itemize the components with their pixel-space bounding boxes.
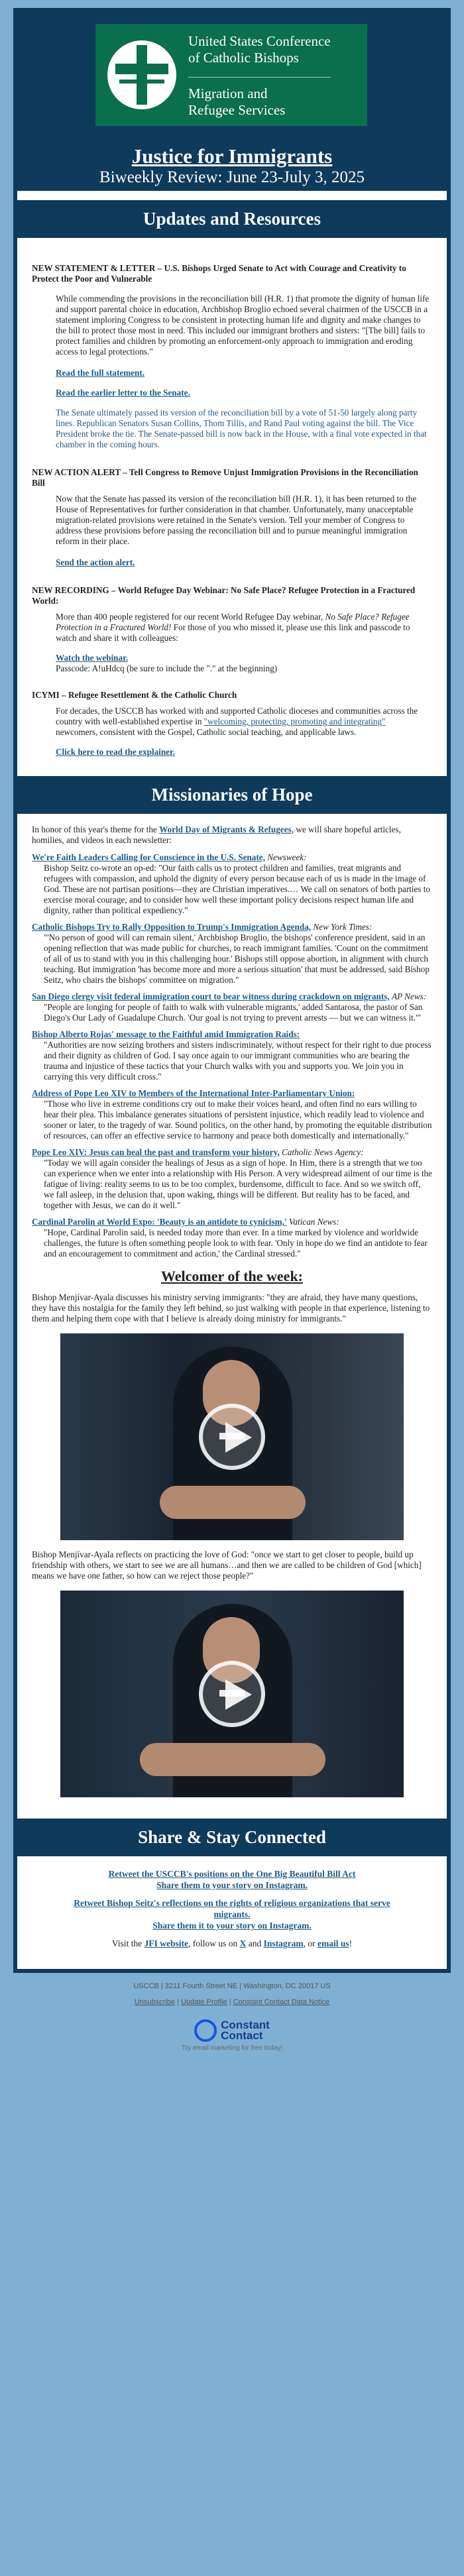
story-link[interactable]: Pope Leo XIV: Jesus can heal the past and transform your history, (32, 1147, 280, 1157)
instagram-share-link-1[interactable]: Share them to your story on Instagram. (156, 1880, 308, 1890)
page (13, 0, 451, 2052)
story-item: Catholic Bishops Try to Rally Opposition to Trump's Immigration Agenda, New York Times: "'No person of good will can remain silent,' Archbishop Broglio, the bishops' conference president, said in an opening reflection that was made public for churches, to reach immigrant families. 'Count on the commitment of all of us to stand with you in this challenging hour.' Bishops still oppose abortion, in alignment with church teaching. But immigration 'has become more and more a serious situation' that must be addressed, said Bishop Seitz, who chairs the bishops' committee on migration." (32, 922, 430, 985)
retweet-seitz-link[interactable]: Retweet Bishop Seitz's reflections on the rights of religious organizations that serve migrants. (74, 1898, 390, 1919)
item2-title: NEW ACTION ALERT – Tell Congress to Remove Unjust Immigration Provisions in the Reconciliation Bill (32, 467, 418, 488)
story-link[interactable]: Bishop Alberto Rojas' message to the Faithful amid Immigration Raids: (32, 1029, 300, 1039)
story-link[interactable]: Catholic Bishops Try to Rally Opposition to Trump's Immigration Agenda, (32, 922, 312, 932)
org-line-2: of Catholic Bishops (188, 50, 299, 66)
email-link[interactable]: email us (317, 1938, 349, 1948)
item1-link-statement[interactable]: Read the full statement. (56, 368, 145, 378)
item1-body: While commending the provisions in the reconciliation bill (H.R. 1) that promote the dignity of human life and support parental choice in education, Archbishop Broglio echoed several chairmen of the USCCB in a statement imploring Congress to be consistent in protecting human life and dignity and make changes to the bill to protect those most in need. This included our immigrant brothers and sisters: "[The bill] fails to protect families and children by promoting an enforcement-only approach to immigration and eroding access to legal protections." (56, 294, 430, 357)
story-item: Pope Leo XIV: Jesus can heal the past and transform your history, Catholic News Agency: "Today we will again consider the healings of Jesus as a sign of hope. In Him, there is a strength that we too can experience when we enter into a relationship with His Person. A very widespread ailment of our time is the fatigue of living: reality seems to us to be too complex, burdensome, difficult to face. And so we switch off, we fall asleep, in the delusion that, upon waking, things will be different. But reality has to be faced, and together with Jesus, we can do it well." (32, 1147, 432, 1210)
story-item: We're Faith Leaders Calling for Conscience in the U.S. Senate, Newsweek: Bishop Seitz co-wrote an op-ed: "Our faith calls us to protect children and families, treat migrants and refugees with compassion, and uphold the dignity of every person because each of us is made in the image of God. These are not partisan positions—they are Christian imperatives.… We call on senators of both parties to exercise moral courage, and to consider how well these important policy decisions respect human life and dignity, rather than political expediency." (32, 852, 430, 915)
play-icon[interactable] (199, 1661, 265, 1727)
item1-body2: The Senate ultimately passed its version of the reconciliation bill by a vote of 51-50 largely along party lines. Republican Senators Susan Collins, Thom Tillis, and Rand Paul voting against the bill. The Vice President broke the tie. The Senate-passed bill is now back in the House, with a final vote expected in that chamber in the coming hours. (56, 408, 427, 449)
video-thumbnail-1[interactable] (60, 1333, 404, 1540)
usccb-logo (95, 24, 367, 126)
instagram-link[interactable]: Instagram (263, 1938, 304, 1948)
title-band (17, 139, 447, 191)
footer-address: USCCB | 3211 Fourth Street NE | Washington, DC 20017 US (133, 1982, 331, 1990)
story-item: Bishop Alberto Rojas' message to the Faithful amid Immigration Raids: "Authorities are now seizing brothers and sisters indiscriminately, without respect for their right to due process and their dignity as children of God. I say once again to our immigrant communities who are bearing the trauma and injustice of these tactics that your Church walks with you and supports you. We join you in carrying this very difficult cross." (32, 1029, 432, 1082)
newsletter-card (13, 8, 451, 1973)
welcomer-para-1: Bishop Menjívar-Ayala discusses his ministry serving immigrants: "they are afraid, they have many questions, they have this nostalgia for the family they left behind, so just walking with people in that experience, listening to them and helping them cope with that I believe is already doing ministry for immigrants." (32, 1292, 430, 1323)
story-link[interactable]: Address of Pope Leo XIV to Members of the International Inter-Parliamentary Union: (32, 1088, 355, 1098)
story-link[interactable]: Cardinal Parolin at World Expo: 'Beauty is an antidote to cynicism,' (32, 1217, 287, 1227)
welcomer-para-2: Bishop Menjívar-Ayala reflects on practicing the love of God: "once we start to get closer to people, build up friendship with others, we start to see we are all humans…and then we are called to be children of God [which] means we have one father, so how can we reject those people?" (32, 1549, 422, 1581)
constant-contact-icon (194, 2019, 217, 2042)
data-notice-link[interactable]: Constant Contact Data Notice (233, 1998, 330, 2006)
item2-body: Now that the Senate has passed its version of the reconciliation bill (H.R. 1), it has been returned to the House of Representatives for further consideration in that chamber. Unfortunately, many unacceptable migration-related provisions were retained in the Senate's version. Tell your member of Congress to address these provisions before passing the reconciliation bill and to pursue meaningful immigration reform in their place. (56, 494, 417, 546)
item1-link-letter[interactable]: Read the earlier letter to the Senate. (56, 388, 190, 398)
item3-title: NEW RECORDING – World Refugee Day Webinar: No Safe Place? Refugee Protection in a Fractured World: (32, 585, 416, 606)
item3-body: More than 400 people registered for our recent World Refugee Day webinar, No Safe Place? Refugee Protection in a Fractured World! For those of you who missed it, please use this link and passcode to watch and share it with colleagues: (56, 612, 410, 643)
cc-tagline[interactable]: Try email marketing for free today! (182, 2044, 282, 2052)
newsletter-title: Justice for Immigrants (131, 144, 333, 168)
footer-links: Unsubscribe | Update Profile | Constant Contact Data Notice (134, 1998, 330, 2006)
x-link[interactable]: X (239, 1938, 247, 1948)
updates-section (17, 238, 447, 776)
item2-link-action[interactable]: Send the action alert. (56, 557, 135, 567)
story-link[interactable]: We're Faith Leaders Calling for Conscience in the U.S. Senate, (32, 852, 265, 862)
org-line-1: United States Conference (188, 33, 331, 49)
visit-line: Visit the JFI website, follow us on X and Instagram, or email us! (111, 1938, 353, 1948)
dept-line-1: Migration and (188, 77, 331, 102)
story-item: San Diego clergy visit federal immigration court to bear witness during crackdown on migrants, AP News: "People are longing for people of faith to walk with vulnerable migrants,' added Santarosa, the pastor of San Diego's Our Lady of Guadalupe Church. 'Our goal is not trying to prevent arrests — but we can witness it.'" (32, 991, 427, 1023)
story-link[interactable]: San Diego clergy visit federal immigration court to bear witness during crackdown on migrants, (32, 991, 390, 1001)
wdmr-link[interactable]: World Day of Migrants & Refugees (159, 824, 292, 834)
share-section (17, 1856, 447, 1969)
item3-passcode: Passcode: A!uHdcq (be sure to include the "." at the beginning) (56, 663, 278, 673)
story-item: Address of Pope Leo XIV to Members of the International Inter-Parliamentary Union: "Those who live in extreme conditions cry out to make their voices heard, and often find no ears willing to hear their plea. This imbalance generates situations of persistent injustice, which readily lead to violence and sooner or later, to the tragedy of war. Sound politics, on the other hand, by promoting the equitable distribution of resources, can offer an effective service to harmony and peace both domestically and internationally." (32, 1088, 432, 1141)
retweet-obbba-link[interactable]: Retweet the USCCB's positions on the One Big Beautiful Bill Act (108, 1869, 356, 1879)
newsletter-subtitle: Biweekly Review: June 23-July 3, 2025 (99, 168, 365, 186)
item4-inline-link[interactable]: "welcoming, protecting, promoting and integrating" (203, 716, 386, 726)
updates-heading: Updates and Resources (17, 200, 447, 238)
video-thumbnail-2[interactable] (60, 1591, 404, 1797)
play-icon[interactable] (199, 1404, 265, 1470)
missionaries-heading: Missionaries of Hope (17, 776, 447, 814)
item4-title: ICYMI – Refugee Resettlement & the Catholic Church (32, 690, 237, 700)
story-item: Cardinal Parolin at World Expo: 'Beauty is an antidote to cynicism,' Vatican News: "Hope, Cardinal Parolin said, is needed today more than ever. In a time marked by violence and worldwide challenges, the future is often something people look to with fear. 'Only in hope do we find an antidote to fear and an encouragement to commitment and action,' the Cardinal stressed." (32, 1217, 428, 1259)
logo-band (17, 12, 447, 139)
update-profile-link[interactable]: Update Profile (180, 1998, 227, 2006)
item4-body: For decades, the USCCB has worked with and supported Catholic dioceses and communities across the country with well-established expertise in "welcoming, protecting, promoting and integrating" newcomers, consistent with the Gospel, Catholic social teaching, and applicable laws. (56, 706, 418, 737)
unsubscribe-link[interactable]: Unsubscribe (134, 1998, 175, 2006)
jfi-website-link[interactable]: JFI website (144, 1938, 188, 1948)
constant-contact-logo[interactable]: Constant Contact (13, 2019, 451, 2042)
dept-line-2: Refugee Services (188, 102, 286, 118)
welcomer-heading: Welcomer of the week: (160, 1268, 304, 1284)
share-heading: Share & Stay Connected (17, 1819, 447, 1856)
item1-title: NEW STATEMENT & LETTER – U.S. Bishops Urged Senate to Act with Courage and Creativity to Protect the Poor and Vulnerable (32, 263, 406, 284)
instagram-share-link-2[interactable]: Share them it to your story on Instagram. (152, 1921, 312, 1931)
cross-icon (95, 24, 188, 126)
missionaries-section (17, 814, 447, 1819)
footer (13, 1973, 451, 2052)
item3-link-webinar[interactable]: Watch the webinar. (56, 653, 129, 663)
item4-link-explainer[interactable]: Click here to read the explainer. (56, 747, 175, 757)
missionaries-intro: In honor of this year's theme for the World Day of Migrants & Refugees, we will share hopeful articles, homilies, and videos in each newsletter: (32, 824, 401, 845)
